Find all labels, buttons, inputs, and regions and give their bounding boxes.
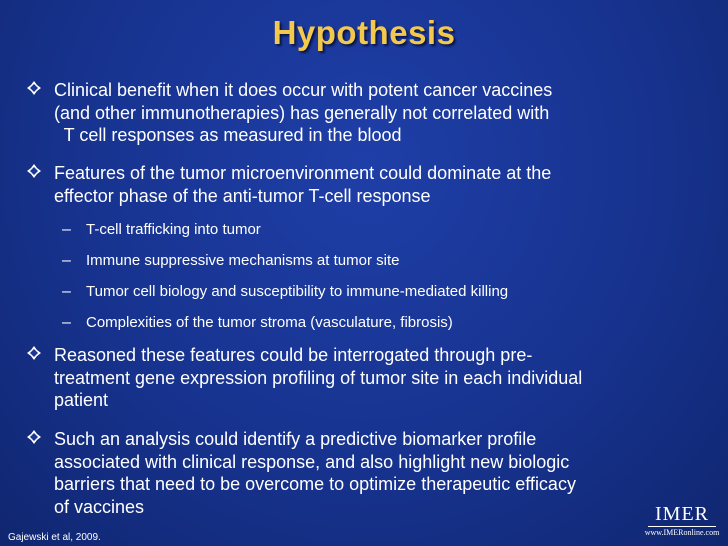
logo-rule xyxy=(648,526,716,527)
imer-logo xyxy=(644,503,720,538)
logo-mark: IMER xyxy=(655,503,709,525)
dash-bullet: – xyxy=(62,283,71,300)
bullet-line: treatment gene expression profiling of tumor site in each individual xyxy=(54,367,583,388)
sub-bullet-item xyxy=(62,252,682,270)
logo-website: www.IMERonline.com xyxy=(644,528,720,537)
sub-bullet-item xyxy=(62,283,682,301)
sub-bullet-text: Immune suppressive mechanisms at tumor site xyxy=(86,252,400,269)
bullet-line: Such an analysis could identify a predictive biomarker profile xyxy=(54,429,537,449)
bullet-text xyxy=(54,79,674,147)
sub-bullet-item xyxy=(62,314,682,332)
bullet-text xyxy=(54,428,674,518)
bullet-line: Reasoned these features could be interrogated through pre- xyxy=(54,345,533,365)
bullet-line: T cell responses as measured in the blood xyxy=(54,125,402,145)
diamond-bullet-icon xyxy=(26,163,42,179)
dash-bullet: – xyxy=(62,314,71,331)
bullet-line: (and other immunotherapies) has generally not correlated with xyxy=(54,102,550,123)
diamond-bullet-icon xyxy=(26,80,42,96)
bullet-line: Clinical benefit when it does occur with potent cancer vaccines xyxy=(54,80,553,100)
sub-bullet-text: Tumor cell biology and susceptibility to immune-mediated killing xyxy=(86,283,509,300)
bullet-line: patient xyxy=(54,390,109,410)
source-citation: Gajewski et al, 2009. xyxy=(8,532,101,543)
bullet-text xyxy=(54,344,674,412)
sub-bullet-text: Complexities of the tumor stroma (vasculature, fibrosis) xyxy=(86,314,453,331)
bullet-line: associated with clinical response, and also highlight new biologic xyxy=(54,451,570,472)
bullet-line: effector phase of the anti-tumor T-cell response xyxy=(54,185,431,206)
bullet-line: barriers that need to be overcome to optimize therapeutic efficacy xyxy=(54,474,576,494)
sub-bullet-text: T-cell trafficking into tumor xyxy=(86,221,261,238)
bullet-line: Features of the tumor microenvironment could dominate at the xyxy=(54,163,552,183)
bullet-line: of vaccines xyxy=(54,496,145,517)
slide-title: Hypothesis xyxy=(272,14,456,51)
diamond-bullet-icon xyxy=(26,429,42,445)
bullet-text xyxy=(54,162,674,207)
dash-bullet: – xyxy=(62,221,71,238)
sub-bullet-item xyxy=(62,221,682,239)
dash-bullet: – xyxy=(62,252,71,269)
diamond-bullet-icon xyxy=(26,345,42,361)
